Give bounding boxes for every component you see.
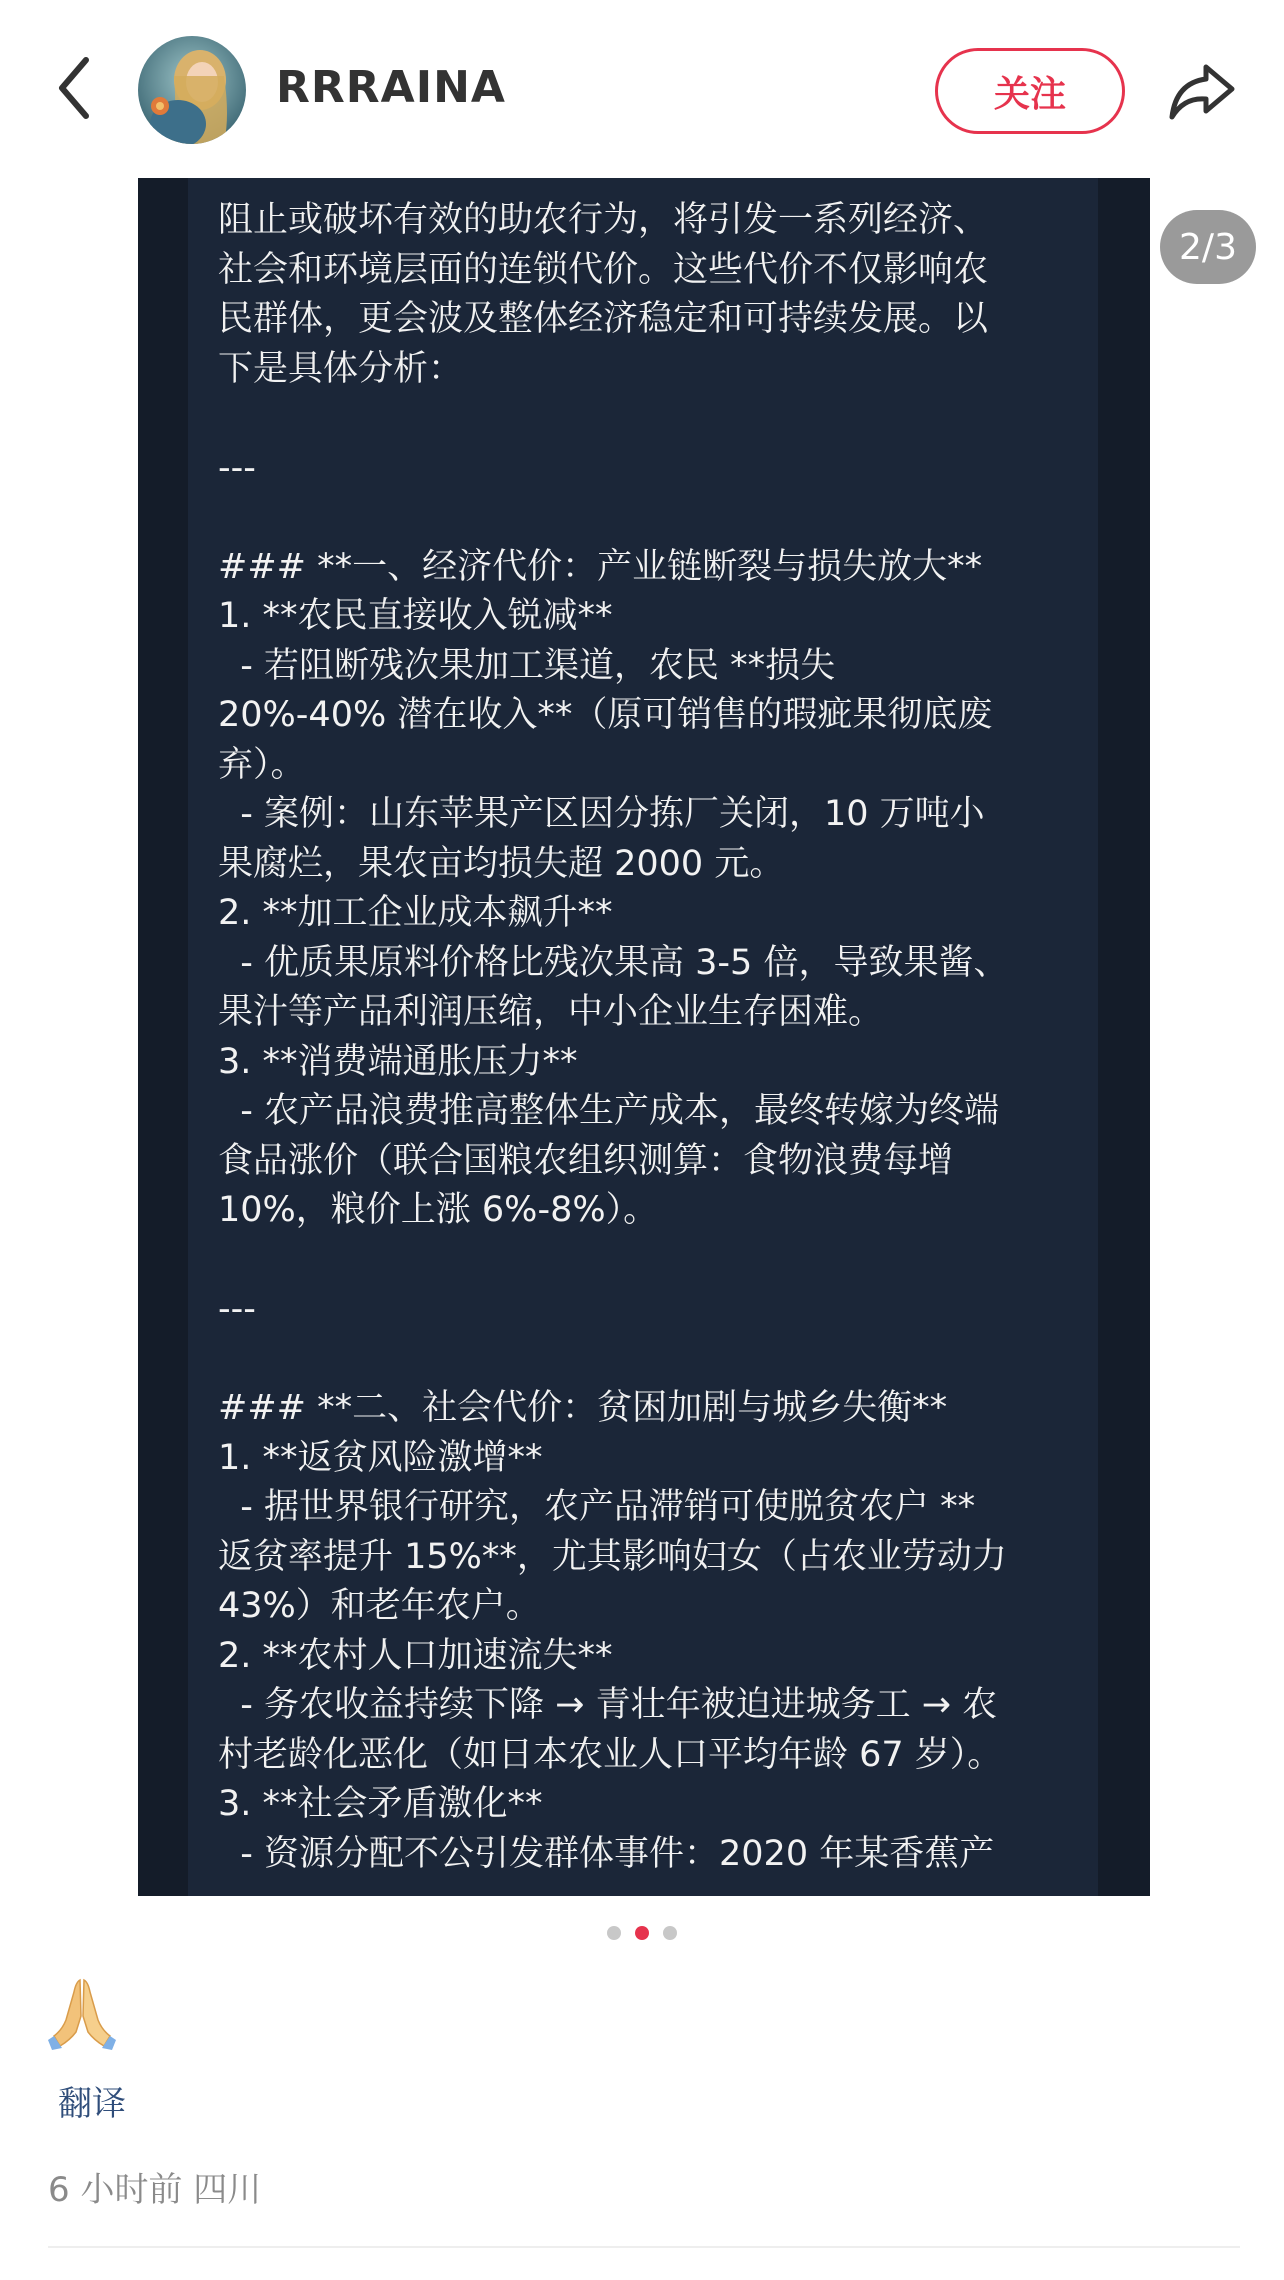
slide-text-line: 3. **社会矛盾激化** [218, 1784, 543, 1824]
slide-text-line: 2. **农村人口加速流失** [218, 1635, 613, 1676]
slide-text-line [218, 394, 1098, 444]
slide-text-line: 10%，粮价上涨 6%-8%）。 [218, 1190, 659, 1230]
top-bar [0, 0, 1284, 180]
username[interactable]: RRRAINA [276, 62, 506, 113]
slide-text-line: --- [218, 1289, 256, 1329]
slide-text [218, 196, 1098, 1879]
back-button[interactable] [48, 52, 100, 124]
carousel-dots [0, 1920, 1284, 1946]
slide-text-line: 20%-40% 潜在收入**（原可销售的瑕疵果彻底废 [218, 695, 993, 735]
praying-hands-emoji [46, 1976, 118, 2052]
slide-text-line: - 若阻断残次果加工渠道，农民 **损失 [218, 645, 836, 686]
slide-text-line: - 务农收益持续下降 → 青壮年被迫进城务工 → 农 [218, 1685, 998, 1725]
avatar-image [138, 36, 246, 144]
share-arrow-icon [1166, 61, 1238, 123]
slide-text-line: 社会和环境层面的连锁代价。这些代价不仅影响农 [218, 249, 989, 290]
slide-text-line: 返贫率提升 15%**，尤其影响妇女（占农业劳动力 [218, 1536, 1007, 1577]
carousel-dot[interactable] [607, 1926, 621, 1940]
praying-hands-icon [46, 1976, 118, 2052]
slide-text-line: 1. **返贫风险激增** [218, 1437, 543, 1478]
slide-text-line: ### **二、社会代价：贫困加剧与城乡失衡** [218, 1388, 948, 1428]
slide-text-line: - 优质果原料价格比残次果高 3-5 倍，导致果酱、 [218, 942, 1009, 983]
slide-text-line: 村老龄化恶化（如日本农业人口平均年龄 67 岁）。 [218, 1734, 1003, 1775]
slide-text-line: - 农产品浪费推高整体生产成本，最终转嫁为终端 [218, 1091, 1000, 1131]
share-button[interactable] [1162, 52, 1242, 132]
slide-text-line: - 案例：山东苹果产区因分拣厂关闭，10 万吨小 [218, 794, 985, 834]
chevron-left-icon [54, 56, 94, 120]
translate-link[interactable]: 翻译 [58, 2084, 126, 2124]
slide-text-line: - 资源分配不公引发群体事件：2020 年某香蕉产 [218, 1833, 995, 1874]
slide-text-line [218, 1236, 1098, 1286]
slide-text-line: 果腐烂，果农亩均损失超 2000 元。 [218, 843, 785, 884]
post-time-location: 6 小时前 四川 [48, 2170, 262, 2210]
slide-text-line: - 据世界银行研究，农产品滞销可使脱贫农户 ** [218, 1487, 976, 1527]
divider [48, 2246, 1240, 2248]
slide-text-line: ### **一、经济代价：产业链断裂与损失放大** [218, 546, 983, 587]
slide-text-line: 2. **加工企业成本飙升** [218, 893, 613, 933]
slide-text-line: 1. **农民直接收入锐减** [218, 596, 613, 636]
slide-text-line: 食品涨价（联合国粮农组织测算：食物浪费每增 [218, 1140, 954, 1181]
slide-text-line: 民群体，更会波及整体经济稳定和可持续发展。以 [218, 299, 989, 339]
slide-text-line: 果汁等产品利润压缩，中小企业生存困难。 [218, 992, 884, 1032]
post-image-slide[interactable] [138, 178, 1150, 1896]
avatar[interactable] [138, 36, 246, 144]
slide-text-line: 3. **消费端通胀压力** [218, 1041, 578, 1082]
slide-text-line [218, 1335, 1098, 1385]
slide-text-line: 阻止或破坏有效的助农行为，将引发一系列经济、 [218, 200, 989, 240]
page-counter-badge: 2/3 [1160, 210, 1256, 284]
carousel-dot[interactable] [635, 1926, 649, 1940]
slide-text-line: --- [218, 447, 256, 488]
slide-text-line [218, 493, 1098, 543]
slide-text-line: 43%）和老年农户。 [218, 1586, 541, 1626]
slide-text-line: 弃）。 [218, 744, 306, 785]
carousel-dot[interactable] [663, 1926, 677, 1940]
follow-button[interactable]: 关注 [935, 48, 1125, 134]
slide-text-line: 下是具体分析： [218, 348, 464, 389]
